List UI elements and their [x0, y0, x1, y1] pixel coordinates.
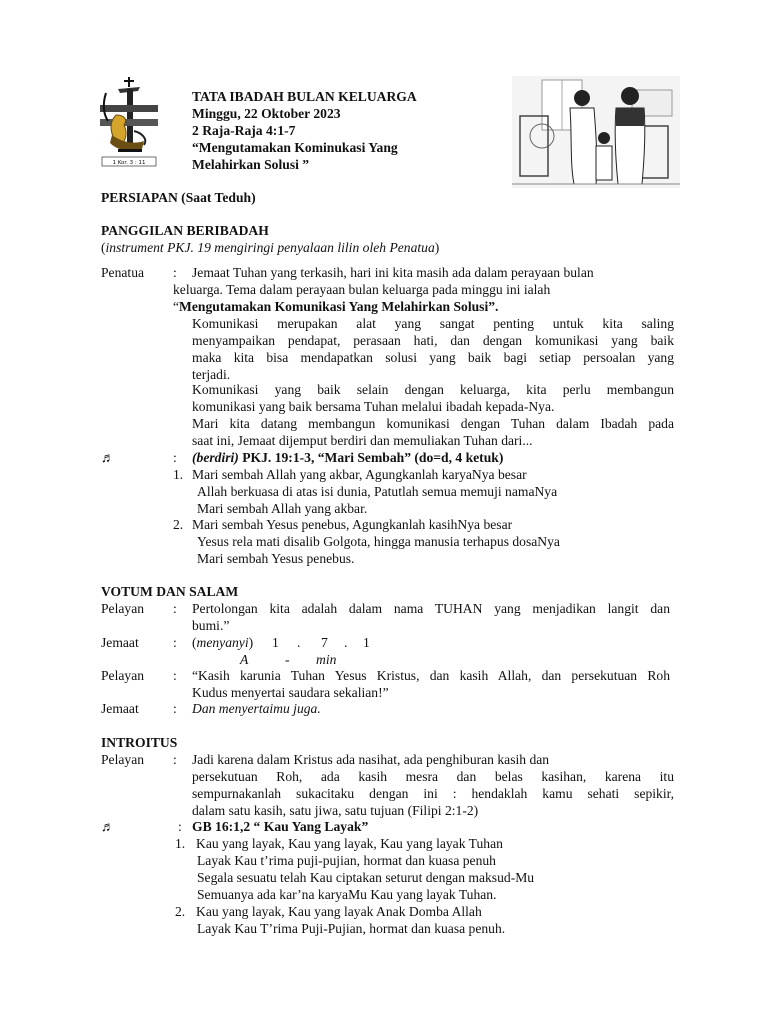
theme-line-2: Melahirkan Solusi ” — [192, 157, 310, 172]
speaker-pelayan: Pelayan — [101, 668, 145, 683]
theme-line-1: “Mengutamakan Kominukasi Yang — [192, 140, 398, 155]
lyric-line: Allah berkuasa di atas isi dunia, Patutlah semua memuji namaNya — [197, 484, 558, 499]
paragraph-line: maka kita bisa mendapatkan solusi yang baik bagi setiap persoalan yang — [192, 350, 674, 365]
notation-note: 1 — [272, 635, 279, 650]
notation-dot: . — [297, 635, 301, 650]
colon: : — [173, 752, 177, 767]
paragraph-line: menyampaikan pendapat, perasaan hati, dan dengan komunikasi yang baik — [192, 333, 674, 348]
paragraph-line: terjadi. — [192, 367, 231, 382]
paragraph-line: Komunikasi yang baik selain dengan keluarga, kita perlu membangun — [192, 382, 674, 397]
notation-note: 1 — [363, 635, 370, 650]
speaker-jemaat: Jemaat — [101, 635, 139, 650]
scripture-reading: 2 Raja-Raja 4:1-7 — [192, 123, 296, 138]
paragraph-line: Komunikasi merupakan alat yang sangat penting untuk kita saling — [192, 316, 674, 331]
song-heading: (berdiri) PKJ. 19:1-3, “Mari Sembah” (do=d, 4 ketuk) — [192, 450, 504, 465]
service-date: Minggu, 22 Oktober 2023 — [192, 106, 341, 121]
speaker-pelayan: Pelayan — [101, 601, 145, 616]
colon: : — [173, 265, 177, 280]
verse-number: 1. — [173, 467, 184, 482]
music-note-icon: ♬ — [101, 819, 115, 834]
paragraph-line: saat ini, Jemaat dijemput berdiri dan memuliakan Tuhan dari... — [192, 433, 533, 448]
document-title: TATA IBADAH BULAN KELUARGA — [192, 89, 417, 104]
verse-number: 1. — [175, 836, 186, 851]
lyric-line: Mari sembah Yesus penebus, Agungkanlah kasihNya besar — [192, 517, 513, 532]
speaker-pelayan: Pelayan — [101, 752, 145, 767]
family-prayer-illustration — [512, 76, 680, 188]
lyric-line: Kau yang layak, Kau yang layak, Kau yang layak Tuhan — [196, 836, 503, 851]
section-persiapan: PERSIAPAN (Saat Teduh) — [101, 190, 256, 205]
theme-statement: “Mengutamakan Komunikasi Yang Melahirkan Solusi”. — [173, 299, 499, 314]
panggilan-instruction: (instrument PKJ. 19 mengiringi penyalaan lilin oleh Penatua) — [101, 240, 440, 255]
church-logo — [98, 75, 160, 167]
colon: : — [173, 450, 177, 465]
colon: : — [173, 635, 177, 650]
music-note-icon: ♬ — [101, 450, 115, 465]
lyric-line: Segala sesuatu telah Kau ciptakan seturut dengan maksud-Mu — [197, 870, 535, 885]
sing-instruction: (menyanyi) — [192, 635, 254, 650]
amin-dash: - — [285, 652, 290, 667]
salam-text: “Kasih karunia Tuhan Yesus Kristus, dan kasih Allah, dan persekutuan Roh — [192, 668, 670, 683]
amin-syllable: min — [316, 652, 337, 667]
introitus-text: persekutuan Roh, ada kasih mesra dan belas kasihan, karena itu — [192, 769, 674, 784]
lyric-line: Yesus rela mati disalib Golgota, hingga manusia terhapus dosaNya — [197, 534, 560, 549]
votum-text: bumi.” — [192, 618, 230, 633]
song-heading: GB 16:1,2 “ Kau Yang Layak” — [192, 819, 369, 834]
section-panggilan-heading: PANGGILAN BERIBADAH — [101, 223, 269, 238]
lyric-line: Semuanya ada kar’na karyaMu Kau yang layak Tuhan. — [197, 887, 497, 902]
paragraph-line: Jemaat Tuhan yang terkasih, hari ini kita masih ada dalam perayaan bulan — [192, 265, 594, 280]
colon: : — [173, 601, 177, 616]
lyric-line: Mari sembah Yesus penebus. — [197, 551, 355, 566]
amin-syllable: A — [240, 652, 249, 667]
notation-dot: . — [344, 635, 348, 650]
paragraph-line: Mari kita datang membangun komunikasi dengan Tuhan dalam Ibadah pada — [192, 416, 674, 431]
section-votum-heading: VOTUM DAN SALAM — [101, 584, 239, 599]
colon: : — [178, 819, 182, 834]
lyric-line: Kau yang layak, Kau yang layak Anak Domba Allah — [196, 904, 482, 919]
colon: : — [173, 701, 177, 716]
salam-text: Kudus menyertai saudara sekalian!” — [192, 685, 389, 700]
speaker-penatua: Penatua — [101, 265, 145, 280]
verse-number: 2. — [175, 904, 186, 919]
introitus-text: sempurnakanlah sukacitaku dengan ini : hendaklah kamu sehati sepikir, — [192, 786, 674, 801]
lyric-line: Layak Kau T’rima Puji-Pujian, hormat dan kuasa penuh. — [197, 921, 506, 936]
votum-text: Pertolongan kita adalah dalam nama TUHAN yang menjadikan langit dan — [192, 601, 670, 616]
introitus-text: dalam satu kasih, satu jiwa, satu tujuan (Filipi 2:1-2) — [192, 803, 479, 818]
introitus-text: Jadi karena dalam Kristus ada nasihat, ada penghiburan kasih dan — [192, 752, 550, 767]
lyric-line: Layak Kau t’rima puji-pujian, hormat dan kuasa penuh — [197, 853, 496, 868]
speaker-jemaat: Jemaat — [101, 701, 139, 716]
section-introitus-heading: INTROITUS — [101, 735, 178, 750]
response-text: Dan menyertaimu juga. — [192, 701, 321, 716]
colon: : — [173, 668, 177, 683]
paragraph-line: keluarga. Tema dalam perayaan bulan keluarga pada minggu ini ialah — [173, 282, 551, 297]
notation-note: 7 — [321, 635, 328, 650]
verse-number: 2. — [173, 517, 184, 532]
logo-verse-text: 1 Kor. 3 : 11 — [112, 160, 146, 166]
lyric-line: Mari sembah Allah yang akbar. — [197, 501, 368, 516]
paragraph-line: komunikasi yang baik bersama Tuhan melalui ibadah kepada-Nya. — [192, 399, 555, 414]
lyric-line: Mari sembah Allah yang akbar, Agungkanlah karyaNya besar — [192, 467, 527, 482]
